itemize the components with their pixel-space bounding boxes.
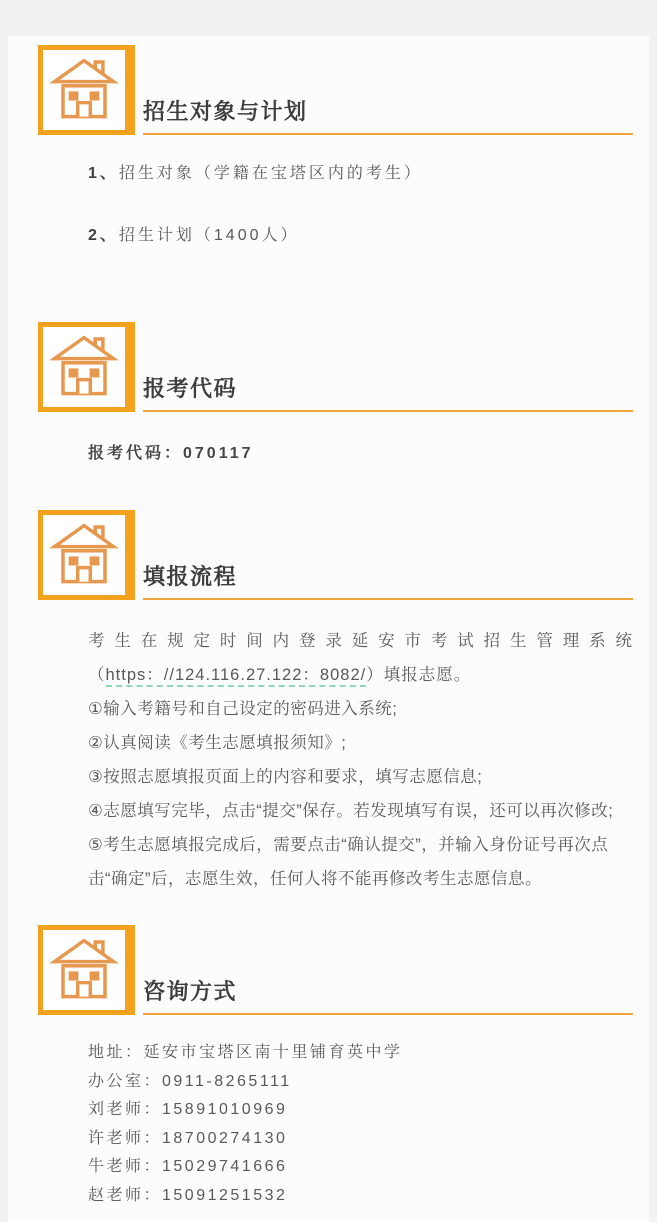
process-text — [88, 624, 633, 896]
process-step-1: ①输入考籍号和自己设定的密码进入系统; — [88, 700, 398, 718]
article-card — [8, 36, 649, 1222]
list-item — [88, 225, 633, 247]
section-application-process — [38, 510, 633, 896]
process-step-4: ④志愿填写完毕，点击“提交”保存。若发现填写有误，还可以再次修改; — [88, 802, 614, 820]
list-item — [88, 163, 633, 185]
house-icon — [38, 925, 130, 1015]
house-icon — [38, 45, 130, 135]
exam-code-value: 报考代码：070117 — [88, 445, 254, 462]
section-enrollment — [38, 45, 633, 247]
item-number: 1、 — [88, 165, 119, 182]
intro-tail: ）填报志愿。 — [366, 666, 472, 684]
contact-office-phone: 办公室：0911-8265111 — [88, 1072, 292, 1090]
section-title: 招生对象与计划 — [143, 99, 308, 124]
section-title: 报考代码 — [143, 376, 238, 401]
process-intro-line1: 考生在规定时间内登录延安市考试招生管理系统 — [88, 632, 633, 650]
section-title: 咨询方式 — [143, 979, 238, 1004]
section-header — [38, 925, 633, 1015]
process-step-3: ③按照志愿填报页面上的内容和要求，填写志愿信息; — [88, 768, 483, 786]
contact-list — [88, 1039, 633, 1210]
process-step-2: ②认真阅读《考生志愿填报须知》; — [88, 734, 347, 752]
section-header — [38, 322, 633, 412]
contact-teacher-zhao: 赵老师：15091251532 — [88, 1186, 288, 1204]
system-url-link[interactable]: https：//124.116.27.122：8082/ — [106, 666, 367, 687]
item-number: 2、 — [88, 227, 119, 244]
contact-teacher-niu: 牛老师：15029741666 — [88, 1158, 288, 1175]
house-icon — [38, 322, 130, 412]
process-intro-line2 — [88, 658, 633, 692]
section-title: 填报流程 — [143, 564, 238, 589]
contact-teacher-xu: 许老师：18700274130 — [88, 1129, 288, 1147]
paren-open: （ — [88, 666, 106, 684]
process-step-5: ⑤考生志愿填报完成后，需要点击“确认提交”，并输入身份证号再次点击“确定”后，志愿生效，任何人将不能再修改考生志愿信息。 — [88, 836, 609, 888]
contact-address: 地址：延安市宝塔区南十里铺育英中学 — [88, 1044, 403, 1061]
section-title-underline — [143, 510, 633, 600]
house-icon — [38, 510, 130, 600]
section-title-underline — [143, 45, 633, 135]
section-title-underline — [143, 925, 633, 1015]
contact-teacher-liu: 刘老师：15891010969 — [88, 1101, 288, 1118]
enrollment-items — [88, 163, 633, 247]
section-exam-code — [38, 322, 633, 463]
item-text: 招生对象（学籍在宝塔区内的考生） — [118, 165, 423, 182]
item-text: 招生计划（1400人） — [118, 227, 300, 244]
section-title-underline — [143, 322, 633, 412]
section-header — [38, 510, 633, 600]
section-contact — [38, 925, 633, 1210]
section-header — [38, 45, 633, 135]
